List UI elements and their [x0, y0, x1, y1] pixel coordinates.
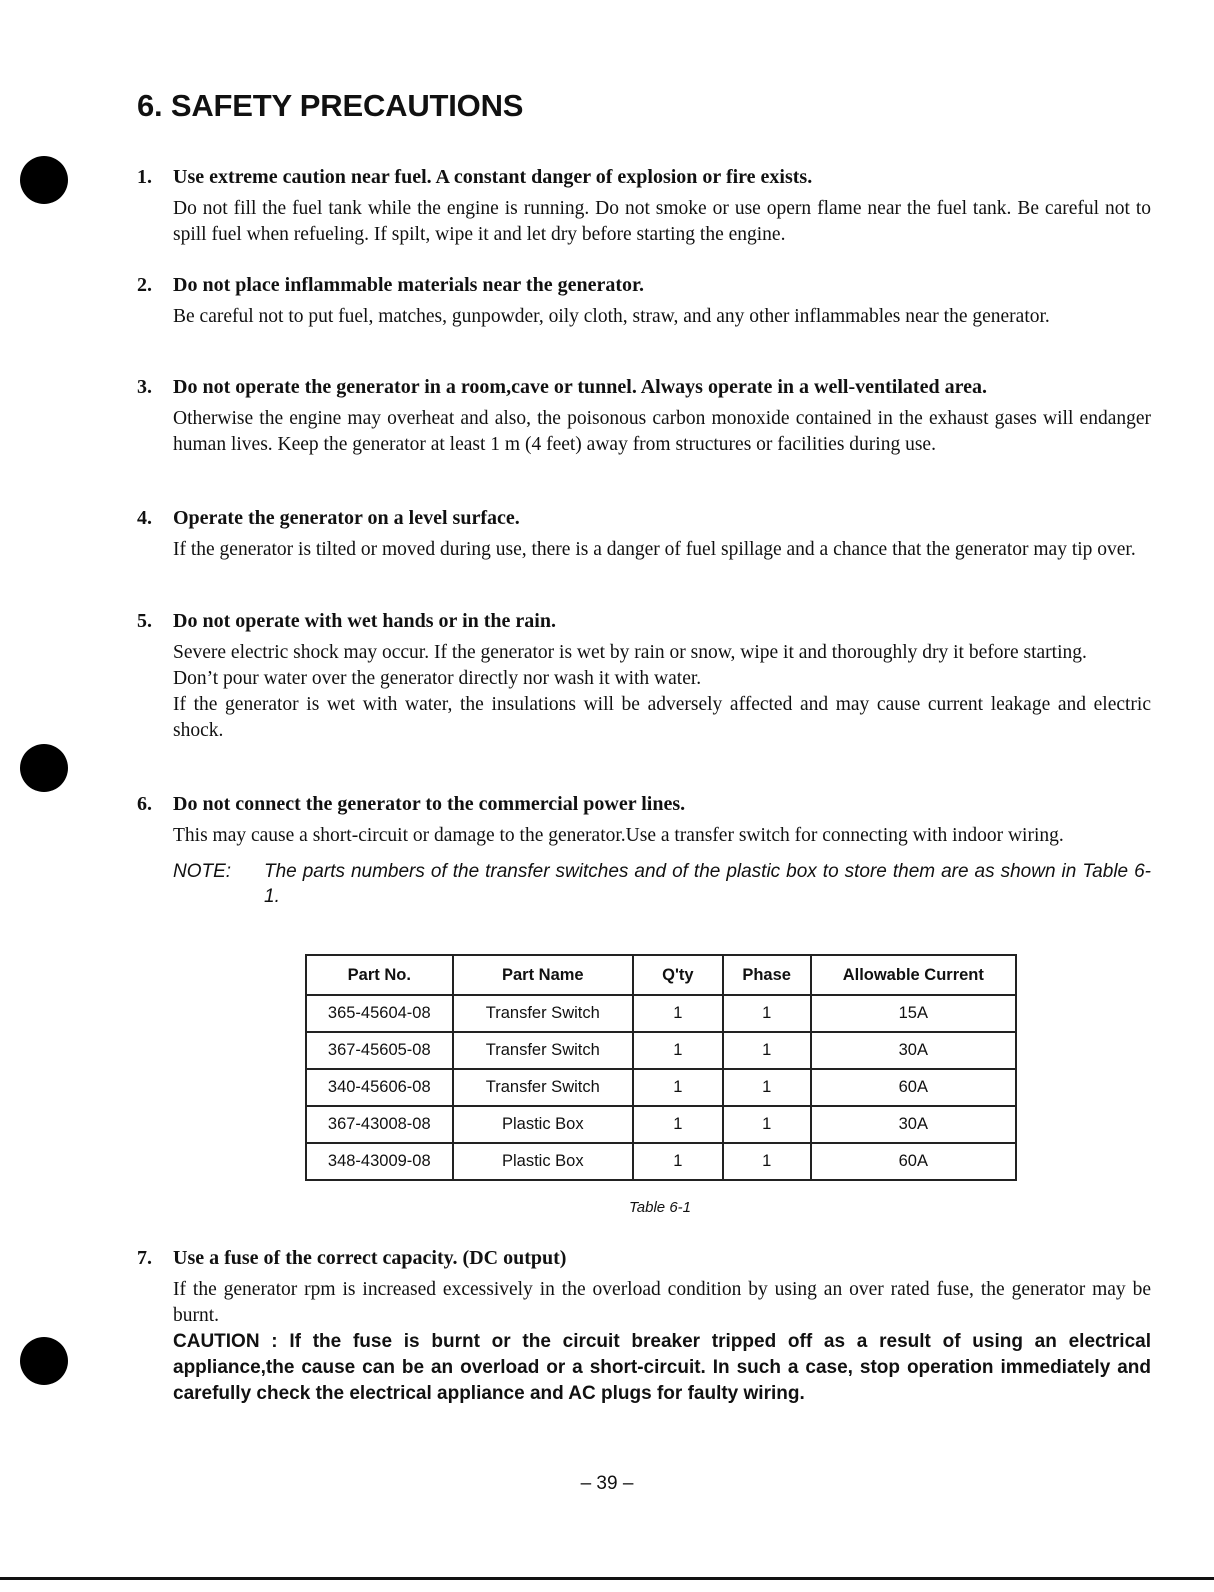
item-paragraph: This may cause a short-circuit or damage to the generator.Use a transfer switch for connecting with indoor wiring. — [173, 825, 1064, 846]
bottom-rule — [0, 1577, 1214, 1580]
punch-hole — [20, 744, 68, 792]
item-number: 7. — [137, 1247, 152, 1269]
item-paragraph: If the generator rpm is increased excessively in the overload condition by using an over rated fuse, the generator may be burnt. — [173, 1279, 1151, 1326]
part-name-cell: Transfer Switch — [453, 1069, 633, 1106]
item-body — [173, 823, 1151, 909]
part-name-cell: Transfer Switch — [453, 995, 633, 1032]
current-cell: 30A — [811, 1032, 1016, 1069]
column-header: Phase — [723, 955, 811, 995]
table-row — [306, 1106, 1016, 1143]
item-body — [173, 537, 1151, 563]
current-cell: 30A — [811, 1106, 1016, 1143]
item-heading — [137, 164, 1151, 190]
caution-text: CAUTION : If the fuse is burnt or the circuit breaker tripped off as a result of using an electrical appliance,the cause can be an overload or a short-circuit. In such a case, stop operation immediately and carefully check the electrical appliance and AC plugs for faulty wiring. — [173, 1331, 1151, 1404]
item-paragraph: Be careful not to put fuel, matches, gunpowder, oily cloth, straw, and any other inflammables near the generator. — [173, 306, 1050, 327]
phase-cell: 1 — [723, 1069, 811, 1106]
precaution-item-4 — [137, 505, 1151, 563]
phase-cell: 1 — [723, 1143, 811, 1180]
column-header: Part No. — [306, 955, 453, 995]
column-header: Part Name — [453, 955, 633, 995]
table-row — [306, 1143, 1016, 1180]
item-number: 5. — [137, 610, 152, 632]
item-paragraph: Otherwise the engine may overheat and also, the poisonous carbon monoxide contained in the exhaust gases will endanger human lives. Keep the generator at least 1 m (4 feet) away from structures or facilities during use. — [173, 408, 1151, 455]
item-number: 1. — [137, 166, 152, 188]
note-text: The parts numbers of the transfer switches and of the plastic box to store them are as shown in Table 6-1. — [264, 861, 1151, 907]
table-row — [306, 1032, 1016, 1069]
column-header: Allowable Current — [811, 955, 1016, 995]
qty-cell: 1 — [633, 1069, 723, 1106]
item-heading — [137, 272, 1151, 298]
precaution-item-1 — [137, 164, 1151, 248]
part-no-cell: 348-43009-08 — [306, 1143, 453, 1180]
precaution-item-6 — [137, 791, 1151, 909]
part-name-cell: Plastic Box — [453, 1106, 633, 1143]
table-row — [306, 995, 1016, 1032]
precaution-item-7 — [137, 1245, 1151, 1407]
part-no-cell: 340-45606-08 — [306, 1069, 453, 1106]
punch-hole — [20, 156, 68, 204]
item-heading-text: Do not operate with wet hands or in the rain. — [173, 610, 556, 632]
table-header-row — [306, 955, 1016, 995]
item-heading-text: Use extreme caution near fuel. A constant danger of explosion or fire exists. — [173, 166, 813, 188]
current-cell: 15A — [811, 995, 1016, 1032]
part-name-cell: Plastic Box — [453, 1143, 633, 1180]
current-cell: 60A — [811, 1069, 1016, 1106]
item-body — [173, 406, 1151, 458]
precaution-item-2 — [137, 272, 1151, 330]
item-heading — [137, 1245, 1151, 1271]
punch-hole — [20, 1337, 68, 1385]
section-title: 6. SAFETY PRECAUTIONS — [137, 88, 524, 123]
page-number: – 39 – — [580, 1473, 634, 1494]
precaution-item-5 — [137, 608, 1151, 744]
item-number: 3. — [137, 376, 152, 398]
item-body — [173, 304, 1151, 330]
item-heading — [137, 608, 1151, 634]
item-heading-text: Use a fuse of the correct capacity. (DC output) — [173, 1247, 567, 1269]
part-name-cell: Transfer Switch — [453, 1032, 633, 1069]
table-row — [306, 1069, 1016, 1106]
item-paragraph: Don’t pour water over the generator directly nor wash it with water. — [173, 668, 702, 689]
item-body — [173, 640, 1151, 744]
qty-cell: 1 — [633, 995, 723, 1032]
phase-cell: 1 — [723, 1032, 811, 1069]
item-heading — [137, 374, 1151, 400]
item-paragraph: Severe electric shock may occur. If the generator is wet by rain or snow, wipe it and thoroughly dry it before starting. — [173, 642, 1087, 663]
item-heading-text: Operate the generator on a level surface. — [173, 507, 520, 529]
item-heading — [137, 505, 1151, 531]
qty-cell: 1 — [633, 1032, 723, 1069]
column-header: Q'ty — [633, 955, 723, 995]
parts-table — [305, 954, 1017, 1181]
item-heading-text: Do not operate the generator in a room,cave or tunnel. Always operate in a well-ventilated area. — [173, 376, 987, 398]
note-label: NOTE: — [173, 861, 232, 882]
part-no-cell: 367-45605-08 — [306, 1032, 453, 1069]
phase-cell: 1 — [723, 995, 811, 1032]
item-number: 2. — [137, 274, 152, 296]
item-body — [173, 196, 1151, 248]
item-paragraph: Do not fill the fuel tank while the engine is running. Do not smoke or use opern flame near the fuel tank. Be careful not to spill fuel when refueling. If spilt, wipe it and let dry before starting the engine. — [173, 198, 1151, 245]
item-number: 4. — [137, 507, 152, 529]
qty-cell: 1 — [633, 1143, 723, 1180]
precaution-item-3 — [137, 374, 1151, 458]
current-cell: 60A — [811, 1143, 1016, 1180]
item-heading — [137, 791, 1151, 817]
item-paragraph: If the generator is tilted or moved during use, there is a danger of fuel spillage and a chance that the generator may tip over. — [173, 539, 1136, 560]
phase-cell: 1 — [723, 1106, 811, 1143]
note — [173, 859, 1151, 909]
item-paragraph: If the generator is wet with water, the insulations will be adversely affected and may cause current leakage and electric shock. — [173, 694, 1151, 741]
part-no-cell: 365-45604-08 — [306, 995, 453, 1032]
item-number: 6. — [137, 793, 152, 815]
item-body — [173, 1277, 1151, 1407]
item-heading-text: Do not connect the generator to the commercial power lines. — [173, 793, 686, 815]
part-no-cell: 367-43008-08 — [306, 1106, 453, 1143]
qty-cell: 1 — [633, 1106, 723, 1143]
item-heading-text: Do not place inflammable materials near the generator. — [173, 274, 645, 296]
table-caption: Table 6-1 — [629, 1199, 691, 1216]
